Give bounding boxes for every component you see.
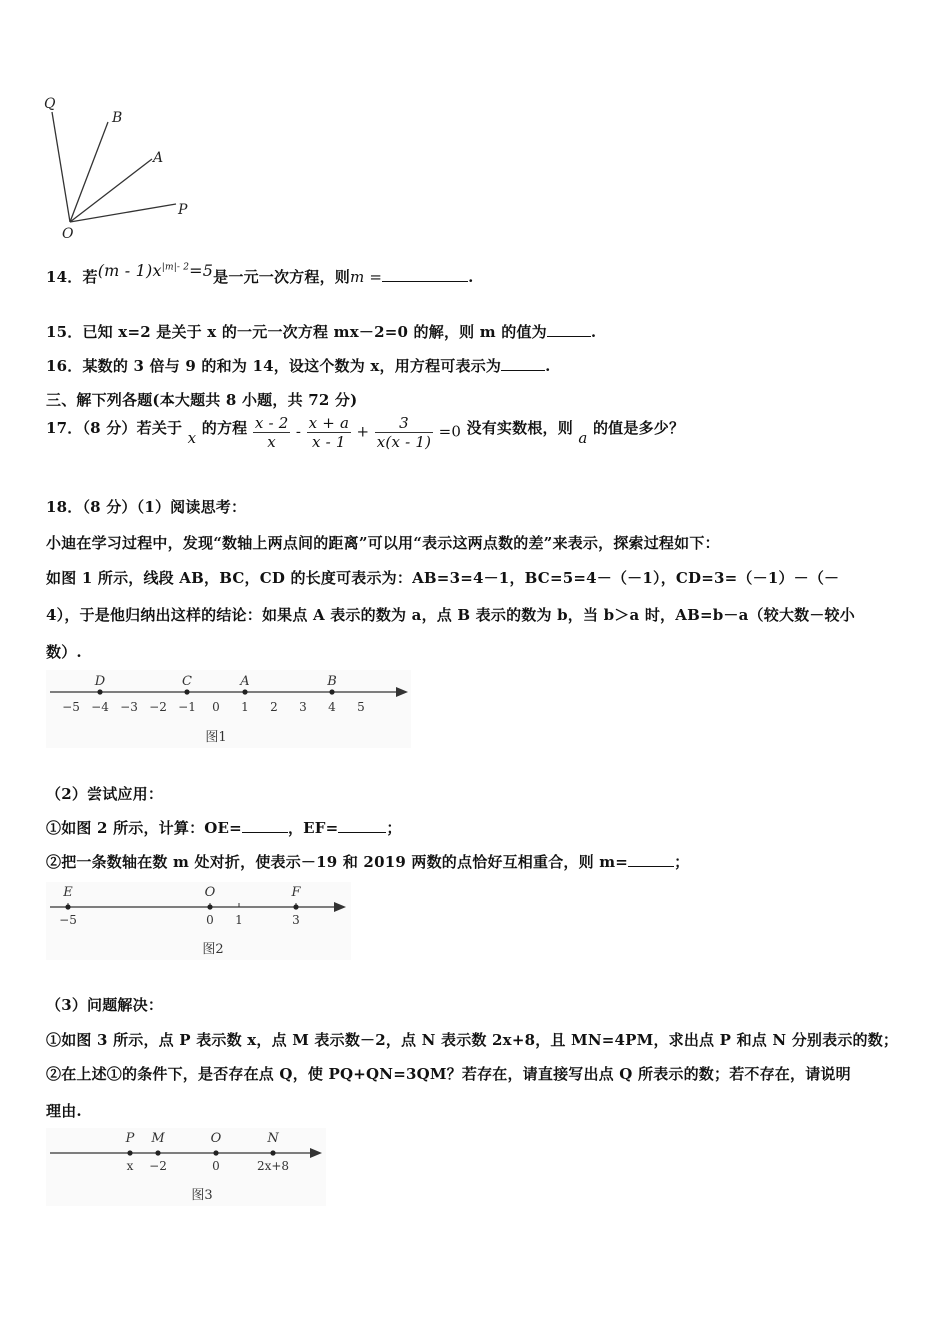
fig3-tick-label: 2x+8 [256, 1159, 290, 1173]
fig1-point-A [242, 689, 247, 694]
q18-part3-q1: ①如图 3 所示，点 P 表示数 x，点 M 表示数－2，点 N 表示数 2x+8，且 MN=4PM，求出点 P 和点 N 分别表示的数； [46, 1031, 899, 1049]
fig3-tick-label: −2 [149, 1159, 167, 1173]
q18-part3-q2a: ②在上述①的条件下，是否存在点 Q，使 PQ+QN=3QM？若存在，请直接写出点 Q 所表示的数；若不存在，请说明 [46, 1065, 851, 1083]
question-15: 15．已知 x=2 是关于 x 的一元一次方程 mx－2=0 的解，则 m 的值为 . [46, 323, 597, 341]
label-A: A [153, 150, 164, 166]
label-O: O [62, 226, 74, 242]
q17-fraction-3: $\frac{3}{x(x - 1)}$ [376, 414, 432, 451]
fig3-point-label-P: P [125, 1131, 135, 1146]
fig1-tick-label: 2 [270, 700, 278, 714]
fig3-point-M [155, 1150, 160, 1155]
ef-answer-blank[interactable] [338, 818, 386, 833]
m-answer-blank[interactable] [628, 852, 674, 867]
fig3-point-label-M: M [151, 1131, 165, 1146]
fig1-point-label-A: A [240, 674, 250, 689]
angle-figure [38, 92, 208, 242]
q18-part3-q2b: 理由. [46, 1102, 82, 1120]
fig1-tick-label: 4 [328, 700, 336, 714]
label-P: P [178, 202, 188, 218]
q17-fraction-1: $\frac{x - 2}{x}$ [254, 414, 289, 451]
q14-number: 14．若 [46, 268, 98, 286]
fig3-point-P [127, 1150, 132, 1155]
oe-answer-blank[interactable] [242, 818, 288, 833]
q18-part3-head: （3）问题解决： [46, 996, 164, 1014]
fig1-tick-label: −4 [91, 700, 109, 714]
fig2-point-E [65, 904, 70, 909]
fig3-tick-label: x [126, 1159, 134, 1173]
fig3-point-label-O: O [210, 1131, 222, 1146]
figure-1-number-line [46, 670, 411, 748]
figure-2-caption: 图2 [202, 942, 224, 957]
question-14: 14．若$(m - 1)x^{|m|- 2}=5$是一元一次方程，则m = . [46, 261, 474, 286]
q16-answer-blank[interactable] [501, 356, 545, 371]
fig1-point-label-B: B [327, 674, 337, 689]
question-17: 17．（8 分）若关于 x 的方程 $\frac{x - 2}{x}$ - $\frac{x + a}{x - 1}$ + $\frac{3}{x(x - 1)}$ =0 没有实数根，则 a 的值是多少？ [46, 414, 685, 451]
figure-2-number-line [46, 882, 351, 960]
q18-part2-head: （2）尝试应用： [46, 785, 164, 803]
fig1-point-C [184, 689, 189, 694]
fig3-point-label-N: N [267, 1131, 279, 1146]
q18-paragraph-4: 数）. [46, 643, 82, 661]
fig1-tick-label: 1 [241, 700, 249, 714]
fig2-point-F [293, 904, 298, 909]
fig1-point-label-C: C [182, 674, 192, 689]
fig1-tick-label: −1 [178, 700, 196, 714]
fig2-tick-label: 1 [235, 913, 243, 927]
question-18-head: 18．（8 分）（1）阅读思考： [46, 498, 247, 516]
ray-OP [70, 204, 176, 222]
q15-answer-blank[interactable] [547, 322, 591, 337]
fig1-tick-label: 5 [357, 700, 365, 714]
fig1-tick-label: −5 [62, 700, 80, 714]
fig2-point-O [207, 904, 212, 909]
fig2-tick-label: 3 [292, 913, 300, 927]
question-16: 16．某数的 3 倍与 9 的和为 14，设这个数为 x，用方程可表示为 . [46, 357, 551, 375]
fig2-point-label-O: O [204, 885, 216, 900]
figure-3-number-line [46, 1128, 326, 1206]
fig1-point-B [329, 689, 334, 694]
q14-answer-blank[interactable] [382, 267, 468, 282]
fig2-tick-label: 0 [206, 913, 214, 927]
q18-part2-q2: ②把一条数轴在数 m 处对折，使表示－19 和 2019 两数的点恰好互相重合，则 m= ； [46, 853, 690, 871]
q18-paragraph-2: 如图 1 所示，线段 AB，BC，CD 的长度可表示为：AB=3=4－1，BC=5=4－（－1），CD=3=（－1）－（－ [46, 569, 840, 587]
label-Q: Q [44, 96, 56, 112]
fig1-point-D [97, 689, 102, 694]
q18-paragraph-3: 4），于是他归纳出这样的结论：如果点 A 表示的数为 a，点 B 表示的数为 b，当 b＞a 时，AB=b－a（较大数－较小 [46, 606, 855, 624]
fig2-point-label-F: F [291, 885, 301, 900]
ray-OQ [52, 112, 70, 222]
fig2-point-label-E: E [63, 885, 73, 900]
fig3-point-O [213, 1150, 218, 1155]
fig1-tick-label: −2 [149, 700, 167, 714]
figure-3-caption: 图3 [191, 1188, 213, 1203]
fig3-tick-label: 0 [212, 1159, 220, 1173]
figure-1-caption: 图1 [205, 730, 227, 745]
section-3-title: 三、解下列各题(本大题共 8 小题，共 72 分) [46, 391, 358, 409]
q18-part2-q1: ①如图 2 所示，计算：OE= ，EF= ； [46, 819, 402, 837]
label-B: B [112, 110, 123, 126]
q17-fraction-2: $\frac{x + a}{x - 1}$ [308, 414, 350, 451]
fig2-tick-label: −5 [59, 913, 77, 927]
fig1-tick-label: −3 [120, 700, 138, 714]
q14-formula: $(m - 1)x^{|m|- 2}=5$ [97, 261, 214, 280]
fig1-tick-label: 3 [299, 700, 307, 714]
fig3-point-N [270, 1150, 275, 1155]
q18-paragraph-1: 小迪在学习过程中，发现“数轴上两点间的距离”可以用“表示这两点数的差”来表示，探索过程如下： [46, 534, 720, 552]
fig1-tick-label: 0 [212, 700, 220, 714]
fig1-point-label-D: D [94, 674, 106, 689]
